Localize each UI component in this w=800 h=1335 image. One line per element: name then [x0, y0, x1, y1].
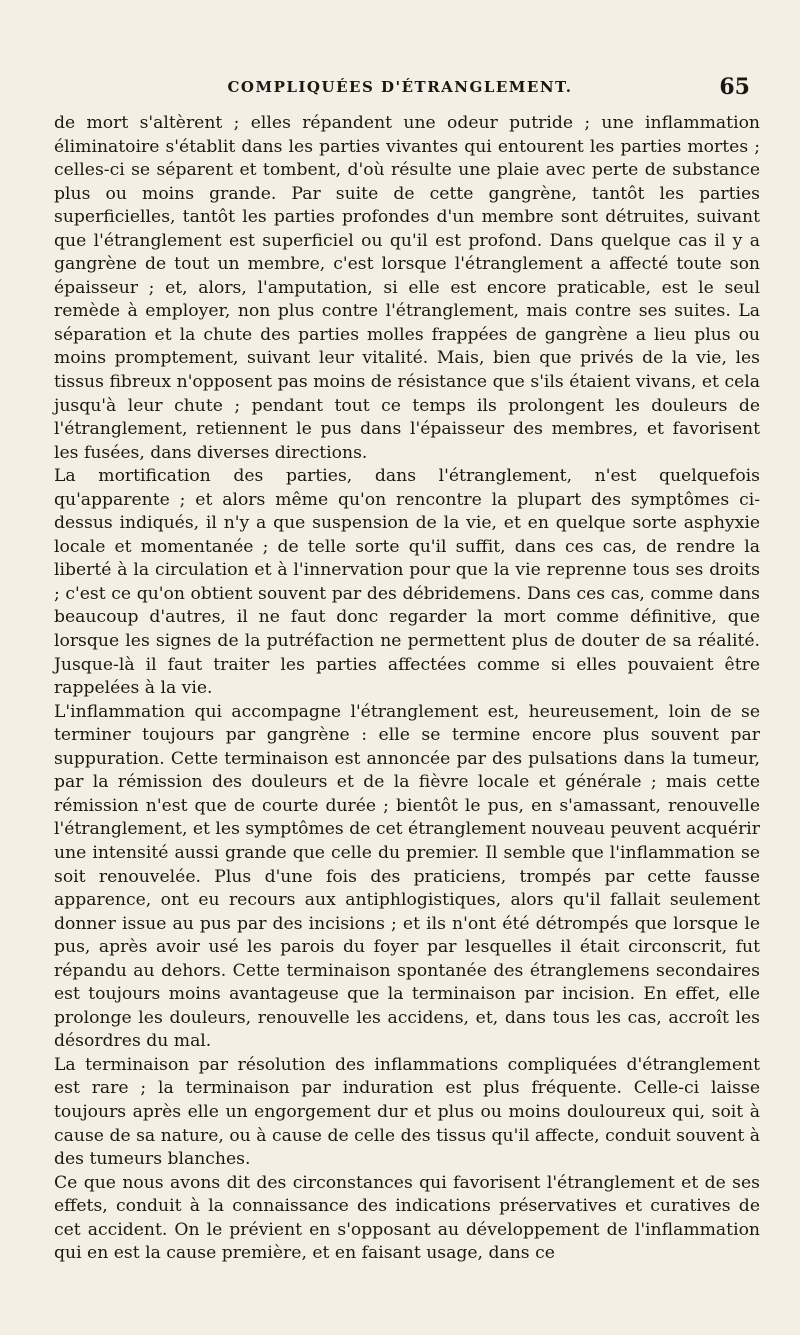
paragraph: L'inflammation qui accompagne l'étranglement est, heureusement, loin de se terminer toujours par gangrène : elle se termine encore plus souvent par suppuration. Cette terminaison est annoncée par des pulsations dans la tumeur, par la rémission des douleurs et de la fièvre locale et générale ; mais cette rémission n'est que de courte durée ; bientôt le pus, en s'amassant, renouvelle l'étranglement, et les symptômes de cet étranglement nouveau peuvent acquérir une intensité aussi grande que celle du premier. Il semble que l'inflammation se soit renouvelée. Plus d'une fois des praticiens, trompés par cette fausse apparence, ont eu recours aux antiphlogistiques, alors qu'il fallait seulement donner issue au pus par des incisions ; et ils n'ont été détrompés que lorsque le pus, après avoir usé les parois du foyer par lesquelles il était circonscrit, fut répandu au dehors. Cette terminaison spontanée des étranglemens secondaires est toujours moins avantageuse que la terminaison par incision. En effet, elle prolonge les douleurs, renouvelle les accidens, et, dans tous les cas, accroît les désordres du mal. — [54, 701, 760, 1052]
paragraph: de mort s'altèrent ; elles répandent une odeur putride ; une inflammation éliminatoire s'établit dans les parties vivantes qui entourent les parties mortes ; celles-ci se séparent et tombent, d'où résulte une plaie avec perte de substance plus ou moins grande. Par suite de cette gangrène, tantôt les parties superficielles, tantôt les parties profondes d'un membre sont détruites, suivant que l'étranglement est superficiel ou qu'il est profond. Dans quelque cas il y a gangrène de tout un membre, c'est lorsque l'étranglement a affecté toute son épaisseur ; et, alors, l'amputation, si elle est encore praticable, est le seul remède à employer, non plus contre l'étranglement, mais contre ses suites. La séparation et la chute des parties molles frappées de gangrène a lieu plus ou moins promptement, suivant leur vitalité. Mais, bien que privés de la vie, les tissus fibreux n'opposent pas moins de résistance que s'ils étaient vivans, et cela jusqu'à leur chute ; pendant tout ce temps ils prolongent les douleurs de l'étranglement, retiennent le pus dans l'épaisseur des membres, et favorisent les fusées, dans diverses directions. — [54, 113, 760, 463]
running-title: COMPLIQUÉES D'ÉTRANGLEMENT. — [227, 78, 573, 96]
body-text — [54, 112, 760, 1266]
paragraph: La mortification des parties, dans l'étranglement, n'est quelquefois qu'apparente ; et alors même qu'on rencontre la plupart des symptômes ci-dessus indiqués, il n'y a que suspension de la vie, et en quelque sorte asphyxie locale et momentanée ; de telle sorte qu'il suffit, dans ces cas, de rendre la liberté à la circulation et à l'innervation pour que la vie reprenne tous ses droits ; c'est ce qu'on obtient souvent par des débridemens. Dans ces cas, comme dans beaucoup d'autres, il ne faut donc regarder la mort comme définitive, que lorsque les signes de la putréfaction ne permettent plus de douter de sa réalité. Jusque-là il faut traiter les parties affectées comme si elles pouvaient être rappelées à la vie. — [54, 466, 760, 699]
running-header — [0, 74, 800, 104]
paragraph: Ce que nous avons dit des circonstances qui favorisent l'étranglement et de ses effets, conduit à la connaissance des indications préservatives et curatives de cet accident. On le prévient en s'opposant au développement de l'inflammation qui en est la cause première, et en faisant usage, dans ce — [54, 1172, 760, 1264]
page-number: 65 — [719, 74, 750, 100]
paragraph: La terminaison par résolution des inflammations compliquées d'étranglement est rare ; la terminaison par induration est plus fréquente. Celle-ci laisse toujours après elle un engorgement dur et plus ou moins douloureux qui, soit à cause de sa nature, ou à cause de celle des tissus qu'il affecte, conduit souvent à des tumeurs blanches. — [54, 1054, 760, 1170]
